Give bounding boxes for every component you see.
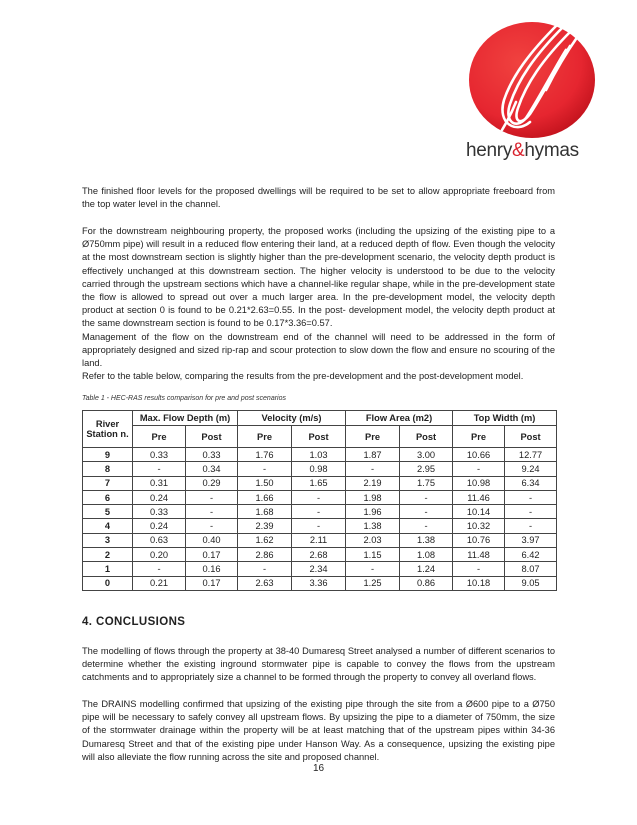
value-cell: 3.00: [400, 448, 453, 462]
value-cell: -: [238, 562, 292, 576]
value-cell: -: [400, 519, 453, 533]
page-number: 16: [312, 763, 325, 774]
value-cell: 2.11: [292, 533, 346, 547]
results-table-body: [83, 448, 557, 591]
value-cell: 1.65: [292, 476, 346, 490]
value-cell: 1.87: [346, 448, 400, 462]
table-row: [83, 562, 557, 576]
value-cell: 0.34: [186, 462, 238, 476]
value-cell: 0.33: [133, 448, 186, 462]
subheader-pre: Pre: [238, 426, 292, 448]
table-row: [83, 533, 557, 547]
value-cell: 6.34: [505, 476, 557, 490]
value-cell: -: [505, 519, 557, 533]
downstream-property-paragraph: For the downstream neighbouring property, the proposed works (including the upsizing of the existing pipe to a Ø750mm pipe) will result in a reduced flow entering their land, at a reduced depth of flow. Even though the velocity at the most downstream section is slightly higher than the pre-development scenario, the velocity depth product is effectively unchanged at this downstream section. The higher velocity is understood to be due to the velocity carried through the upstream sections which have a channel-like regular shape, while in the pre-development state the flow is allowed to spread out over a much larger area. In the pre-development model, the velocity depth product at section 0 is found to be 0.21*2.63=0.55. In the post- development model, the velocity depth product at the same downstream section is found to be 0.17*3.36=0.57.: [82, 226, 555, 329]
station-cell: 9: [83, 448, 133, 462]
value-cell: 0.17: [186, 576, 238, 590]
value-cell: 1.75: [400, 476, 453, 490]
value-cell: 10.66: [453, 448, 505, 462]
header-velocity: Velocity (m/s): [238, 411, 346, 426]
value-cell: 2.03: [346, 533, 400, 547]
table-reference-paragraph: Refer to the table below, comparing the results from the pre-development and the post-development model.: [82, 371, 524, 381]
value-cell: 1.96: [346, 505, 400, 519]
value-cell: -: [133, 562, 186, 576]
subheader-post: Post: [400, 426, 453, 448]
subheader-post: Post: [292, 426, 346, 448]
value-cell: 1.03: [292, 448, 346, 462]
value-cell: 0.31: [133, 476, 186, 490]
value-cell: 10.32: [453, 519, 505, 533]
value-cell: 1.76: [238, 448, 292, 462]
header-river-station: River Station n.: [83, 411, 133, 448]
subheader-pre: Pre: [346, 426, 400, 448]
station-cell: 6: [83, 490, 133, 504]
station-cell: 1: [83, 562, 133, 576]
value-cell: 10.18: [453, 576, 505, 590]
header-top-width: Top Width (m): [453, 411, 557, 426]
hec-ras-results-table: [82, 410, 557, 591]
table-row: [83, 462, 557, 476]
floor-levels-paragraph: The finished floor levels for the proposed dwellings will be required to be set to allow appropriate freeboard from the top water level in the channel.: [82, 186, 555, 210]
value-cell: -: [453, 462, 505, 476]
value-cell: 3.36: [292, 576, 346, 590]
table-row: [83, 519, 557, 533]
value-cell: -: [186, 519, 238, 533]
value-cell: 0.24: [133, 490, 186, 504]
brand-wordmark: [466, 140, 579, 162]
value-cell: 0.21: [133, 576, 186, 590]
value-cell: 10.14: [453, 505, 505, 519]
station-cell: 0: [83, 576, 133, 590]
value-cell: 12.77: [505, 448, 557, 462]
station-cell: 5: [83, 505, 133, 519]
subheader-post: Post: [186, 426, 238, 448]
value-cell: 2.19: [346, 476, 400, 490]
value-cell: 1.38: [346, 519, 400, 533]
value-cell: -: [186, 490, 238, 504]
value-cell: -: [505, 505, 557, 519]
value-cell: -: [453, 562, 505, 576]
table-row: [83, 476, 557, 490]
value-cell: -: [238, 462, 292, 476]
table-row: [83, 548, 557, 562]
value-cell: 3.97: [505, 533, 557, 547]
value-cell: 9.24: [505, 462, 557, 476]
value-cell: -: [346, 562, 400, 576]
value-cell: -: [505, 490, 557, 504]
value-cell: 1.62: [238, 533, 292, 547]
conclusions-heading: 4. CONCLUSIONS: [82, 616, 186, 628]
table-row: [83, 448, 557, 462]
value-cell: -: [400, 505, 453, 519]
station-cell: 2: [83, 548, 133, 562]
value-cell: 0.16: [186, 562, 238, 576]
value-cell: 6.42: [505, 548, 557, 562]
subheader-post: Post: [505, 426, 557, 448]
value-cell: 2.34: [292, 562, 346, 576]
value-cell: 0.33: [186, 448, 238, 462]
value-cell: 0.17: [186, 548, 238, 562]
value-cell: -: [292, 490, 346, 504]
subheader-pre: Pre: [133, 426, 186, 448]
station-cell: 8: [83, 462, 133, 476]
value-cell: -: [400, 490, 453, 504]
value-cell: 2.63: [238, 576, 292, 590]
brand-suffix: hymas: [524, 140, 579, 161]
value-cell: 1.15: [346, 548, 400, 562]
value-cell: 10.76: [453, 533, 505, 547]
value-cell: 1.08: [400, 548, 453, 562]
value-cell: -: [292, 519, 346, 533]
flow-management-paragraph: Management of the flow on the downstream end of the channel will need to be addressed in the form of appropriately designed and sized rip-rap and scour protection to slow down the flow and ensure no scouring of the land.: [82, 332, 555, 369]
value-cell: 0.33: [133, 505, 186, 519]
subheader-pre: Pre: [453, 426, 505, 448]
value-cell: 2.39: [238, 519, 292, 533]
value-cell: 11.46: [453, 490, 505, 504]
station-cell: 3: [83, 533, 133, 547]
value-cell: 1.24: [400, 562, 453, 576]
value-cell: 1.25: [346, 576, 400, 590]
value-cell: 8.07: [505, 562, 557, 576]
table-row: [83, 490, 557, 504]
value-cell: 1.66: [238, 490, 292, 504]
brand-prefix: henry: [466, 140, 513, 161]
header-flow-area: Flow Area (m2): [346, 411, 453, 426]
value-cell: 0.86: [400, 576, 453, 590]
value-cell: 1.98: [346, 490, 400, 504]
brand-ampersand: &: [512, 140, 525, 161]
value-cell: 2.95: [400, 462, 453, 476]
value-cell: 0.63: [133, 533, 186, 547]
value-cell: 2.68: [292, 548, 346, 562]
conclusions-paragraph-1: The modelling of flows through the property at 38-40 Dumaresq Street analysed a number of different scenarios to determine whether the existing inground stormwater pipe is capable to convey the flows from the upstream catchments and to appropriately size a channel to be formed through the property to convey all overland flows.: [82, 646, 555, 683]
table-caption: Table 1 - HEC-RAS results comparison for pre and post scenarios: [82, 395, 286, 402]
logo-emblem-icon: [468, 20, 600, 144]
value-cell: 2.86: [238, 548, 292, 562]
value-cell: 11.48: [453, 548, 505, 562]
station-cell: 4: [83, 519, 133, 533]
value-cell: 1.68: [238, 505, 292, 519]
value-cell: -: [346, 462, 400, 476]
value-cell: 0.40: [186, 533, 238, 547]
station-cell: 7: [83, 476, 133, 490]
value-cell: -: [133, 462, 186, 476]
table-row: [83, 505, 557, 519]
value-cell: 0.20: [133, 548, 186, 562]
value-cell: 1.38: [400, 533, 453, 547]
header-max-flow-depth: Max. Flow Depth (m): [133, 411, 238, 426]
conclusions-paragraph-2: The DRAINS modelling confirmed that upsizing of the existing pipe through the site from a Ø600 pipe to a Ø750 pipe will be necessary to safely convey all upstream flows. By upsizing the pipe to a diameter of 750mm, the size of the stormwater drainage within the property will be at least matching that of the upstream pipes within 34-36 Dumaresq Street and that of the existing pipe under Hanson Way. As a consequence, upsizing the existing pipe will also alleviate the flow running across the site and proposed channel.: [82, 699, 555, 762]
value-cell: -: [186, 505, 238, 519]
table-row: [83, 576, 557, 590]
value-cell: -: [292, 505, 346, 519]
value-cell: 0.29: [186, 476, 238, 490]
value-cell: 0.24: [133, 519, 186, 533]
company-logo: [468, 20, 600, 144]
value-cell: 0.98: [292, 462, 346, 476]
value-cell: 10.98: [453, 476, 505, 490]
value-cell: 9.05: [505, 576, 557, 590]
value-cell: 1.50: [238, 476, 292, 490]
